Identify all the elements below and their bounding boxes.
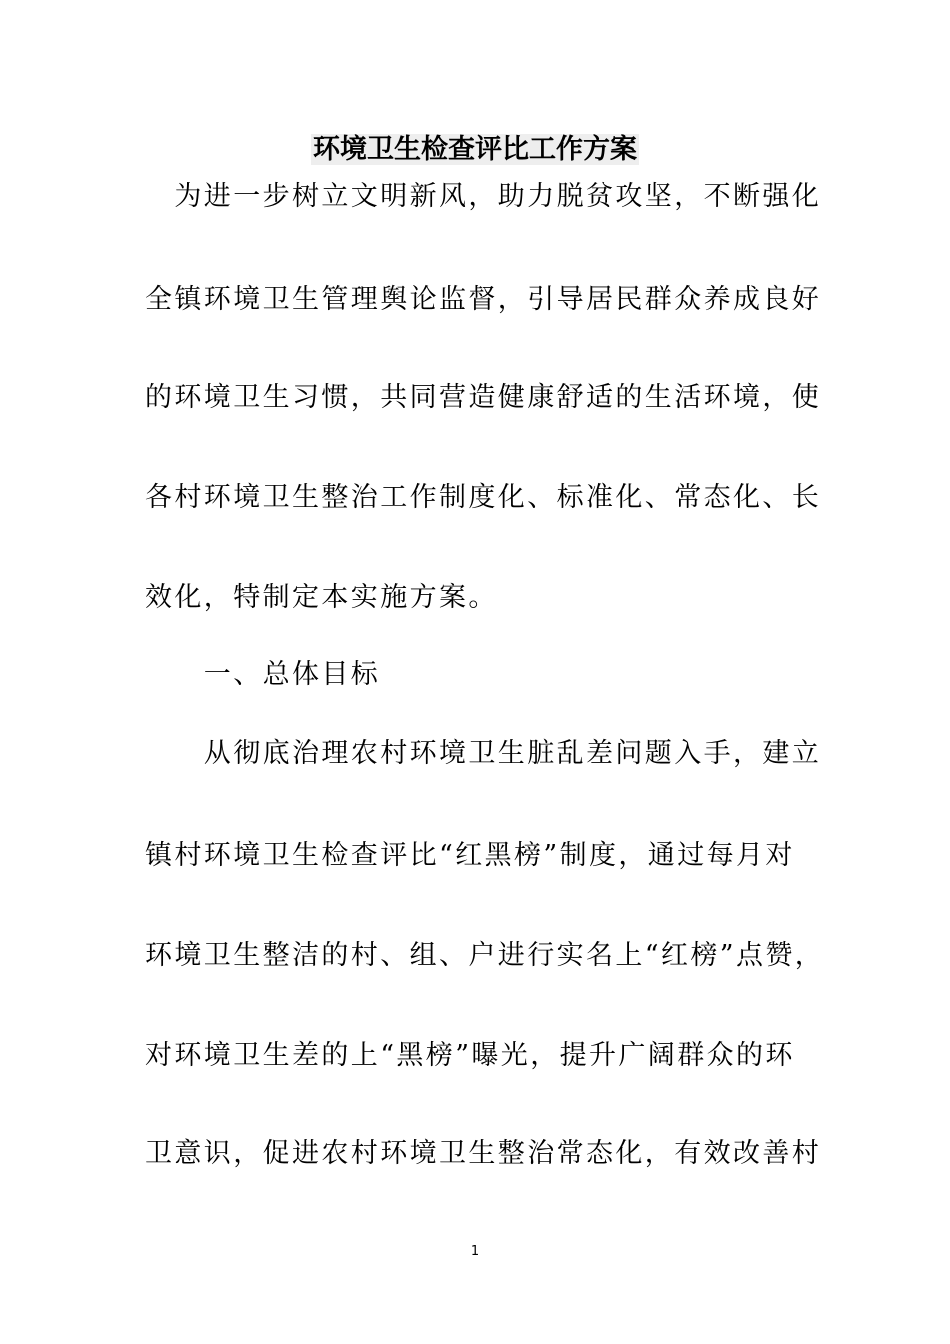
paragraph-line-5: 效化，特制定本实施方案。	[145, 582, 498, 613]
paragraph-line-2: 全镇环境卫生管理舆论监督，引导居民群众养成良好	[145, 284, 822, 315]
paragraph-line-4: 各村环境卫生整治工作制度化、标准化、常态化、长	[145, 482, 822, 513]
paragraph-line-8: 环境卫生整洁的村、组、户进行实名上“红榜”点赞，	[145, 940, 825, 971]
document-title-text: 环境卫生检查评比工作方案	[313, 134, 637, 165]
paragraph-line-1: 为进一步树立文明新风，助力脱贫攻坚，不断强化	[145, 181, 822, 212]
paragraph-line-10: 卫意识，促进农村环境卫生整治常态化，有效改善村	[145, 1138, 822, 1169]
document-title	[0, 128, 950, 172]
page-number: 1	[470, 1244, 480, 1259]
paragraph-line-7: 镇村环境卫生检查评比“红黑榜”制度，通过每月对	[145, 840, 795, 871]
paragraph-line-3: 的环境卫生习惯，共同营造健康舒适的生活环境，使	[145, 382, 822, 413]
paragraph-line-9: 对环境卫生差的上“黑榜”曝光，提升广阔群众的环	[145, 1040, 795, 1071]
section-heading-1: 一、总体目标	[145, 659, 381, 690]
paragraph-line-6: 从彻底治理农村环境卫生脏乱差问题入手，建立	[145, 738, 822, 769]
